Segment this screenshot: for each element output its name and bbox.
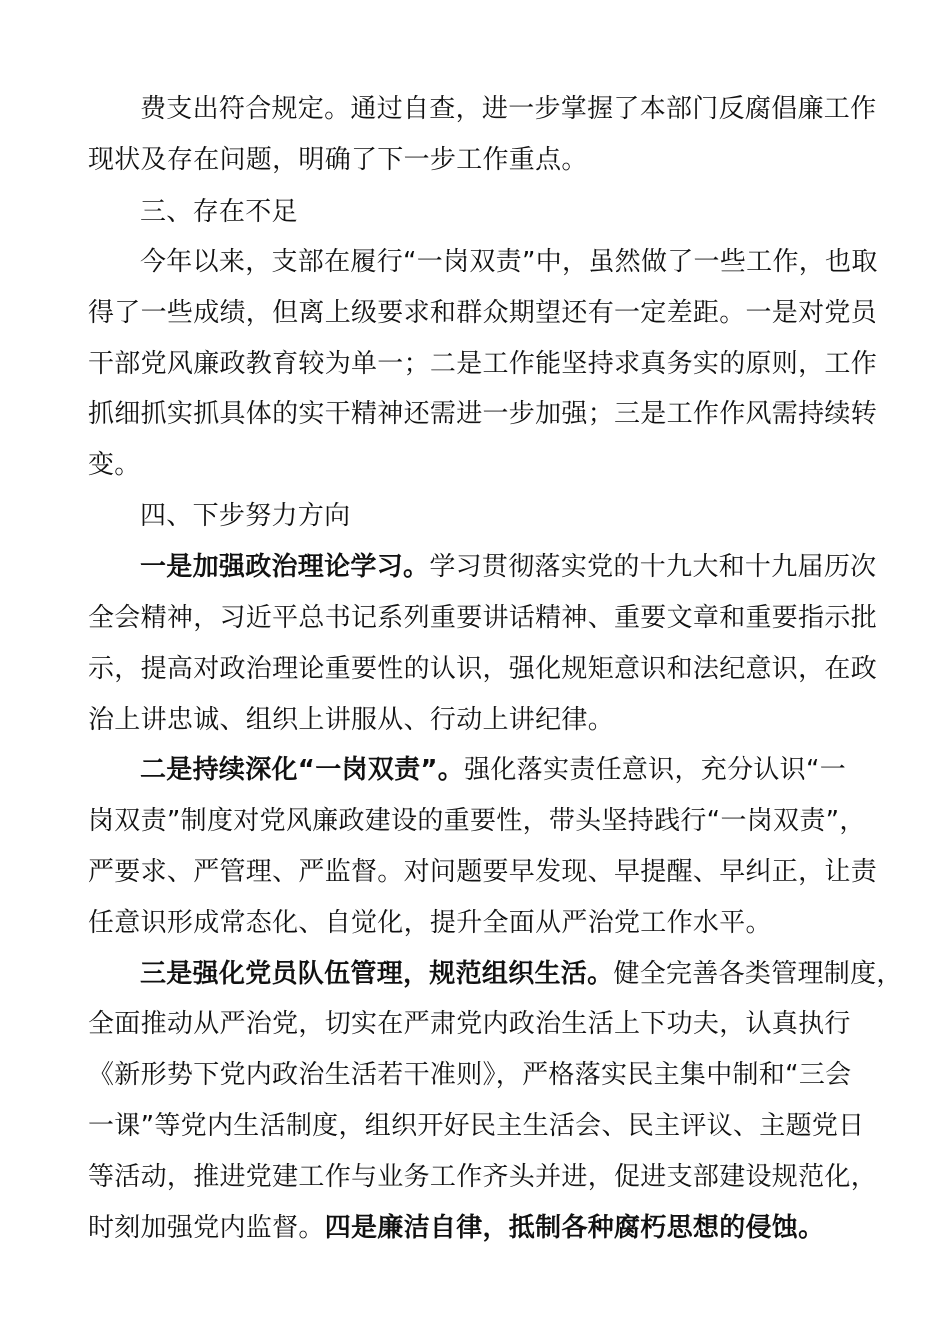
text-run: 一课”等党内生活制度，组织开好民主生活会、民主评议、主题党日 [88, 1111, 865, 1141]
text-run: 健全完善各类管理制度， [613, 959, 903, 989]
text-run: 岗双责”制度对党风廉政建设的重要性，带头坚持践行“一岗双责”， [88, 806, 866, 836]
section-heading [140, 186, 940, 238]
text-run: 学习贯彻落实党的十九大和十九届历次 [429, 552, 877, 582]
text-run: 今年以来，支部在履行“一岗双责”中，虽然做了一些工作，也取 [140, 247, 878, 277]
heading-text: 四、下步努力方向 [140, 501, 351, 531]
paragraph-line [88, 338, 938, 390]
text-run: 时刻加强党内监督。 [88, 1213, 325, 1243]
paragraph-line [88, 134, 938, 186]
paragraph-line [88, 1202, 938, 1254]
text-run: 全会精神，习近平总书记系列重要讲话精神、重要文章和重要指示批 [88, 603, 878, 633]
paragraph-line [88, 694, 938, 746]
heading-text: 三、存在不足 [140, 197, 298, 227]
text-run: 费支出符合规定。通过自查，进一步掌握了本部门反腐倡廉工作 [140, 94, 877, 124]
text-run: 全面推动从严治党，切实在严肃党内政治生活上下功夫，认真执行 [88, 1009, 851, 1039]
text-run: 干部党风廉政教育较为单一；二是工作能坚持求真务实的原则，工作 [88, 349, 878, 379]
bold-lead: 三是强化党员队伍管理，规范组织生活。 [140, 959, 614, 989]
paragraph-line [88, 846, 938, 898]
text-run: 治上讲忠诚、组织上讲服从、行动上讲纪律。 [88, 705, 615, 735]
paragraph-line [88, 897, 938, 949]
text-run: 变。 [88, 450, 141, 480]
paragraph-line [88, 388, 938, 440]
text-run: 现状及存在问题，明确了下一步工作重点。 [88, 145, 588, 175]
text-run: 强化落实责任意识，充分认识“一 [464, 755, 847, 785]
text-run: 抓细抓实抓具体的实干精神还需进一步加强；三是工作作风需持续转 [88, 399, 878, 429]
text-run: 《新形势下党内政治生活若干准则》，严格落实民主集中制和“三会 [88, 1060, 852, 1090]
paragraph-line [88, 1100, 938, 1152]
bold-lead: 四是廉洁自律，抵制各种腐朽思想的侵蚀。 [324, 1213, 825, 1243]
paragraph-line [88, 795, 938, 847]
text-run: 任意识形成常态化、自觉化，提升全面从严治党工作水平。 [88, 908, 772, 938]
paragraph-line [88, 1049, 938, 1101]
paragraph-line [140, 236, 940, 288]
paragraph-line [88, 1151, 938, 1203]
section-heading [140, 490, 940, 542]
text-run: 等活动，推进党建工作与业务工作齐头并进，促进支部建设规范化， [88, 1162, 878, 1192]
paragraph-line [88, 592, 938, 644]
bold-lead: 一是加强政治理论学习。 [140, 552, 430, 582]
paragraph-line [88, 287, 938, 339]
paragraph-line [140, 83, 940, 135]
paragraph-line [88, 643, 938, 695]
paragraph-line [88, 439, 938, 491]
text-run: 示，提高对政治理论重要性的认识，强化规矩意识和法纪意识，在政 [88, 654, 878, 684]
paragraph-line [140, 948, 940, 1000]
paragraph-line [140, 744, 940, 796]
paragraph-line [140, 541, 940, 593]
text-run: 得了一些成绩，但离上级要求和群众期望还有一定差距。一是对党员 [88, 298, 878, 328]
paragraph-line [88, 998, 938, 1050]
text-run: 严要求、严管理、严监督。对问题要早发现、早提醒、早纠正，让责 [88, 857, 878, 887]
bold-lead: 二是持续深化“一岗双责”。 [140, 755, 465, 785]
